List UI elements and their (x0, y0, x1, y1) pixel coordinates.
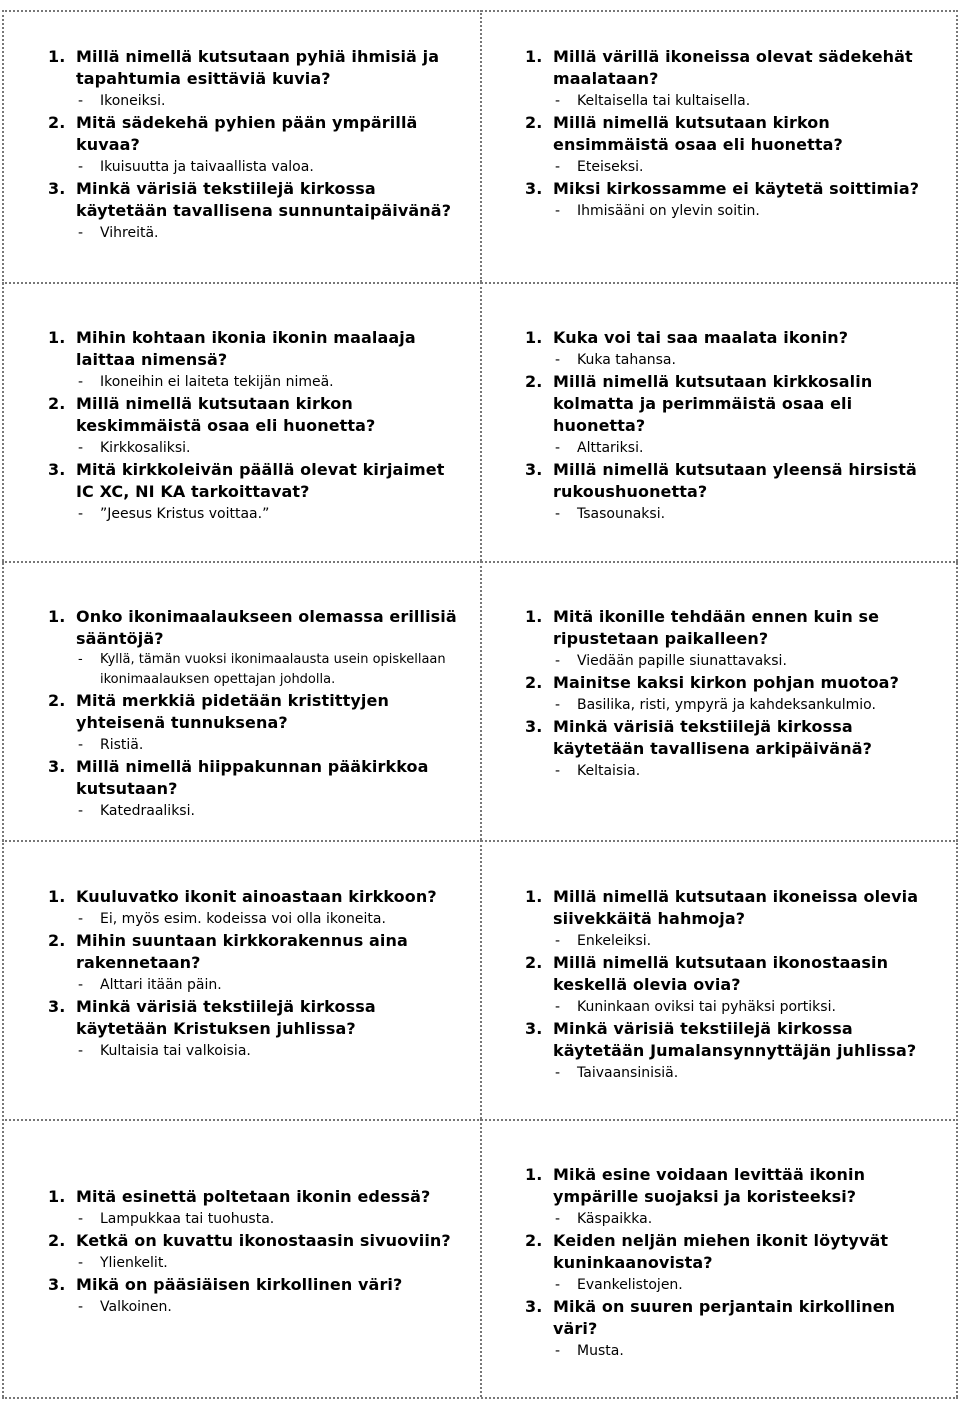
answer (76, 222, 468, 244)
question (525, 46, 945, 90)
question-card (48, 327, 468, 525)
question (48, 756, 468, 800)
question-text: Minkä värisiä tekstiilejä kirkossa käytetään Kristuksen juhlissa? (76, 997, 376, 1038)
question-number: 1. (525, 887, 543, 906)
question-text: Kuka voi tai saa maalata ikonin? (553, 328, 849, 347)
question-number: 2. (48, 931, 66, 950)
question (48, 690, 468, 734)
question-card (48, 46, 468, 244)
cut-line (480, 282, 482, 561)
question-number: 3. (48, 757, 66, 776)
answer-dash: - (78, 1211, 84, 1227)
question-card (525, 1164, 945, 1362)
question (48, 1186, 468, 1208)
answer-dash: - (555, 653, 561, 669)
answer (553, 1274, 945, 1296)
question-number: 3. (48, 460, 66, 479)
answer-dash: - (78, 1299, 84, 1315)
question-number: 1. (525, 47, 543, 66)
answer (76, 1208, 468, 1230)
answer-text: ”Jeesus Kristus voittaa.” (100, 506, 270, 522)
answer-text: Kuninkaan oviksi tai pyhäksi portiksi. (577, 999, 836, 1015)
answer-text: Keltaisia. (577, 763, 641, 779)
question-number: 2. (525, 1231, 543, 1250)
answer-dash: - (555, 506, 561, 522)
answer-dash: - (78, 1043, 84, 1059)
answer (553, 200, 945, 222)
answer (553, 930, 945, 952)
cut-line (956, 10, 958, 1397)
question-number: 1. (48, 1187, 66, 1206)
question-number: 2. (48, 691, 66, 710)
answer-text: Taivaansinisiä. (577, 1065, 679, 1081)
question (48, 930, 468, 974)
question-card (48, 606, 468, 822)
question-number: 2. (48, 1231, 66, 1250)
question-number: 3. (525, 1297, 543, 1316)
question-number: 3. (525, 1019, 543, 1038)
question-number: 2. (525, 953, 543, 972)
answer-dash: - (78, 737, 84, 753)
answer-text: Ikoneihin ei laiteta tekijän nimeä. (100, 374, 334, 390)
question-number: 3. (48, 997, 66, 1016)
question-text: Mitä ikonille tehdään ennen kuin se ripustetaan paikalleen? (553, 607, 880, 648)
question-text: Mitä sädekehä pyhien pään ympärillä kuvaa? (76, 113, 418, 154)
answer (76, 90, 468, 112)
question-text: Millä nimellä kutsutaan yleensä hirsistä rukoushuonetta? (553, 460, 917, 501)
answer (553, 1340, 945, 1362)
question-text: Mihin suuntaan kirkkorakennus aina rakennetaan? (76, 931, 408, 972)
answer (76, 800, 468, 822)
answer (76, 1296, 468, 1318)
answer (76, 974, 468, 996)
answer-dash: - (78, 440, 84, 456)
question-number: 1. (48, 47, 66, 66)
answer (76, 156, 468, 178)
question (525, 716, 945, 760)
answer-text: Ei, myös esim. kodeissa voi olla ikoneita. (100, 911, 386, 927)
question-text: Mainitse kaksi kirkon pohjan muotoa? (553, 673, 899, 692)
question-text: Mikä on suuren perjantain kirkollinen väri? (553, 1297, 896, 1338)
answer-dash: - (555, 1065, 561, 1081)
question-text: Ketkä on kuvattu ikonostaasin sivuoviin? (76, 1231, 451, 1250)
question-number: 2. (525, 372, 543, 391)
question-card (48, 886, 468, 1062)
question (48, 1230, 468, 1252)
question-number: 1. (525, 1165, 543, 1184)
question-number: 3. (525, 717, 543, 736)
answer-text: Musta. (577, 1343, 624, 1359)
question-text: Millä nimellä kutsutaan kirkkosalin kolmatta ja perimmäistä osaa eli huonetta? (553, 372, 873, 435)
answer-text: Ikoneiksi. (100, 93, 166, 109)
answer (76, 908, 468, 930)
question-text: Millä nimellä kutsutaan pyhiä ihmisiä ja tapahtumia esittäviä kuvia? (76, 47, 440, 88)
answer-text: Ihmisääni on ylevin soitin. (577, 203, 760, 219)
answer (76, 371, 468, 393)
question (48, 996, 468, 1040)
question-number: 2. (525, 673, 543, 692)
answer-text: Viedään papille siunattavaksi. (577, 653, 787, 669)
question (525, 606, 945, 650)
answer (553, 996, 945, 1018)
question (525, 672, 945, 694)
answer-text: Ristiä. (100, 737, 144, 753)
answer-text: Kultaisia tai valkoisia. (100, 1043, 251, 1059)
question (48, 112, 468, 156)
question-text: Millä nimellä kutsutaan kirkon keskimmäistä osaa eli huonetta? (76, 394, 376, 435)
question (48, 393, 468, 437)
question-text: Mikä on pääsiäisen kirkollinen väri? (76, 1275, 403, 1294)
question-text: Keiden neljän miehen ikonit löytyvät kuninkaanovista? (553, 1231, 889, 1272)
answer-dash: - (78, 159, 84, 175)
question-card (525, 606, 945, 782)
question (525, 1164, 945, 1208)
question-number: 2. (48, 394, 66, 413)
answer (76, 503, 468, 525)
answer (76, 1040, 468, 1062)
question-number: 3. (48, 179, 66, 198)
question-card (48, 1186, 468, 1318)
question-text: Millä nimellä kutsutaan kirkon ensimmäistä osaa eli huonetta? (553, 113, 843, 154)
answer-dash: - (78, 93, 84, 109)
answer-dash: - (555, 999, 561, 1015)
question-text: Millä värillä ikoneissa olevat sädekehät maalataan? (553, 47, 913, 88)
answer (553, 349, 945, 371)
answer-text: Käspaikka. (577, 1211, 653, 1227)
question-number: 3. (525, 460, 543, 479)
answer-text: Katedraaliksi. (100, 803, 195, 819)
answer (553, 156, 945, 178)
answer-text: Ylienkelit. (100, 1255, 168, 1271)
cut-line (480, 1119, 482, 1397)
question-number: 2. (525, 113, 543, 132)
answer-dash: - (78, 803, 84, 819)
question (525, 327, 945, 349)
answer-text: Tsasounaksi. (577, 506, 666, 522)
question (525, 886, 945, 930)
answer-text: Alttariksi. (577, 440, 644, 456)
question-text: Mitä merkkiä pidetään kristittyjen yhteisenä tunnuksena? (76, 691, 389, 732)
question-text: Millä nimellä hiippakunnan pääkirkkoa kutsutaan? (76, 757, 429, 798)
answer-text: Lampukkaa tai tuohusta. (100, 1211, 275, 1227)
answer-dash: - (78, 225, 84, 241)
answer-dash: - (78, 374, 84, 390)
question-text: Minkä värisiä tekstiilejä kirkossa käytetään tavallisena sunnuntaipäivänä? (76, 179, 452, 220)
question (48, 178, 468, 222)
answer-dash: - (555, 93, 561, 109)
answer-dash: - (78, 977, 84, 993)
question-number: 1. (48, 887, 66, 906)
answer-text: Valkoinen. (100, 1299, 172, 1315)
answer-dash: - (555, 697, 561, 713)
question-number: 1. (525, 328, 543, 347)
question-text: Minkä värisiä tekstiilejä kirkossa käytetään Jumalansynnyttäjän juhlissa? (553, 1019, 917, 1060)
question (48, 886, 468, 908)
answer (76, 1252, 468, 1274)
answer (553, 1208, 945, 1230)
answer (553, 437, 945, 459)
cut-line (480, 561, 482, 840)
answer (553, 503, 945, 525)
answer-text: Basilika, risti, ympyrä ja kahdeksankulmio. (577, 697, 876, 713)
answer-text: Keltaisella tai kultaisella. (577, 93, 751, 109)
question-number: 3. (525, 179, 543, 198)
question (48, 459, 468, 503)
cut-line (2, 1397, 958, 1399)
answer (553, 694, 945, 716)
question-text: Mikä esine voidaan levittää ikonin ympärille suojaksi ja koristeeksi? (553, 1165, 866, 1206)
answer-dash: - (555, 933, 561, 949)
question-text: Minkä värisiä tekstiilejä kirkossa käytetään tavallisena arkipäivänä? (553, 717, 872, 758)
answer-dash: - (555, 1277, 561, 1293)
question-number: 1. (48, 328, 66, 347)
question-number: 1. (525, 607, 543, 626)
answer (76, 437, 468, 459)
answer (553, 760, 945, 782)
answer-dash: - (555, 1211, 561, 1227)
answer-text: Vihreitä. (100, 225, 159, 241)
cut-line (480, 840, 482, 1119)
question-card (525, 46, 945, 222)
answer (553, 1062, 945, 1084)
question (525, 459, 945, 503)
question (48, 46, 468, 90)
answer-dash: - (555, 203, 561, 219)
answer-dash: - (555, 440, 561, 456)
question-text: Onko ikonimaalaukseen olemassa erillisiä sääntöjä? (76, 607, 457, 648)
answer-text: Kirkkosaliksi. (100, 440, 191, 456)
answer-text: Alttari itään päin. (100, 977, 222, 993)
answer-dash: - (78, 1255, 84, 1271)
answer-text: Kyllä, tämän vuoksi ikonimaalausta usein opiskellaan ikonimaalauksen opettajan johdolla. (100, 652, 446, 687)
answer-dash: - (78, 506, 84, 522)
question-number: 1. (48, 607, 66, 626)
question (48, 606, 468, 650)
question-text: Millä nimellä kutsutaan ikonostaasin keskellä olevia ovia? (553, 953, 889, 994)
answer-dash: - (555, 352, 561, 368)
answer-dash: - (555, 159, 561, 175)
answer-text: Evankelistojen. (577, 1277, 683, 1293)
question (48, 327, 468, 371)
answer-dash: - (78, 911, 84, 927)
question (525, 112, 945, 156)
answer-dash: - (78, 652, 83, 667)
question-number: 3. (48, 1275, 66, 1294)
question-text: Kuuluvatko ikonit ainoastaan kirkkoon? (76, 887, 437, 906)
answer (76, 734, 468, 756)
question-text: Miksi kirkossamme ei käytetä soittimia? (553, 179, 920, 198)
question-text: Mitä kirkkoleivän päällä olevat kirjaimet IC XC, NI KA tarkoittavat? (76, 460, 445, 501)
answer-text: Eteiseksi. (577, 159, 644, 175)
answer (553, 90, 945, 112)
question (525, 371, 945, 437)
cut-line (2, 10, 4, 1397)
answer-dash: - (555, 763, 561, 779)
answer (553, 650, 945, 672)
cut-line (480, 10, 482, 282)
question-card (525, 886, 945, 1084)
answer-dash: - (555, 1343, 561, 1359)
question-text: Mihin kohtaan ikonia ikonin maalaaja laittaa nimensä? (76, 328, 416, 369)
answer-text: Kuka tahansa. (577, 352, 676, 368)
answer-text: Ikuisuutta ja taivaallista valoa. (100, 159, 314, 175)
question (525, 1018, 945, 1062)
question-number: 2. (48, 113, 66, 132)
answer (76, 650, 468, 690)
question (48, 1274, 468, 1296)
question (525, 1230, 945, 1274)
question (525, 1296, 945, 1340)
question-card (525, 327, 945, 525)
question (525, 178, 945, 200)
question-text: Millä nimellä kutsutaan ikoneissa olevia siivekkäitä hahmoja? (553, 887, 919, 928)
answer-text: Enkeleiksi. (577, 933, 652, 949)
question-text: Mitä esinettä poltetaan ikonin edessä? (76, 1187, 431, 1206)
question (525, 952, 945, 996)
